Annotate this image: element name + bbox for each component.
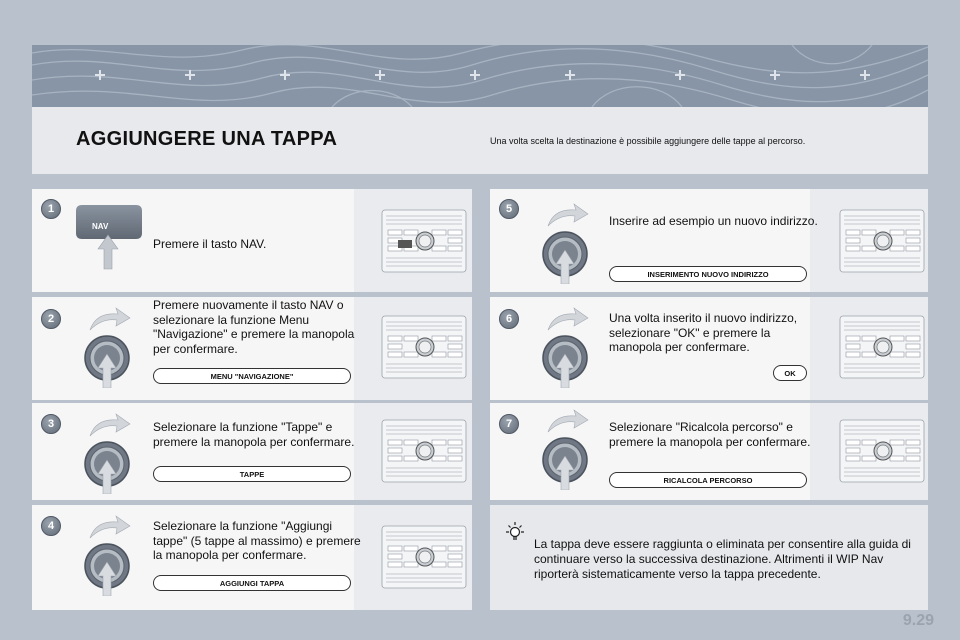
step-2-text: Premere nuovamente il tasto NAV o selezionare la funzione Menu "Navigazione" e premere la manopola per confermare.: [153, 298, 355, 356]
step-5-text: Inserire ad esempio un nuovo indirizzo.: [609, 214, 818, 228]
knob-press-icon: [76, 304, 138, 388]
knob-press-icon: [534, 200, 596, 284]
step-number-2: 2: [41, 309, 61, 329]
inserimento-nuovo-indirizzo-pill: INSERIMENTO NUOVO INDIRIZZO: [609, 266, 807, 282]
svg-text:NAV: NAV: [92, 222, 109, 231]
aggiungi-tappa-pill: AGGIUNGI TAPPA: [153, 575, 351, 591]
step-number-3: 3: [41, 414, 61, 434]
step-number-5: 5: [499, 199, 519, 219]
step-number-7: 7: [499, 414, 519, 434]
step-number-1: 1: [41, 199, 61, 219]
ok-pill: OK: [773, 365, 807, 381]
step-number-6: 6: [499, 309, 519, 329]
knob-press-icon: [76, 512, 138, 596]
step-1-text: Premere il tasto NAV.: [153, 237, 267, 251]
page-number: 9.29: [902, 612, 934, 629]
step-4-text: Selezionare la funzione "Aggiungi tappe" (5 tappe al massimo) e premere la manopola per confermare.: [153, 519, 361, 562]
step-6-text: Una volta inserito il nuovo indirizzo, selezionare "OK" e premere la manopola per confermare.: [609, 311, 798, 354]
tappe-pill: TAPPE: [153, 466, 351, 482]
nav-button-icon: [76, 205, 146, 271]
step-3-text: Selezionare la funzione "Tappe" e premere la manopola per confermare.: [153, 420, 355, 449]
step-number-4: 4: [41, 516, 61, 536]
step-7-text: Selezionare "Ricalcola percorso" e premere la manopola per confermare.: [609, 420, 811, 449]
lightbulb-icon: [503, 521, 527, 545]
menu-navigazione-pill: MENU "NAVIGAZIONE": [153, 368, 351, 384]
knob-press-icon: [534, 304, 596, 388]
ricalcola-percorso-pill: RICALCOLA PERCORSO: [609, 472, 807, 488]
knob-press-icon: [76, 410, 138, 494]
knob-press-icon: [534, 406, 596, 490]
page-title: AGGIUNGERE UNA TAPPA: [76, 128, 338, 150]
tip-text: La tappa deve essere raggiunta o eliminata per consentire alla guida di continuare verso la successiva destinazione. Altrimenti il WIP Nav riporterà sistematicamente verso la tappa precedente.: [534, 537, 911, 581]
intro-text: Una volta scelta la destinazione è possibile aggiungere delle tappe al percorso.: [490, 136, 806, 146]
